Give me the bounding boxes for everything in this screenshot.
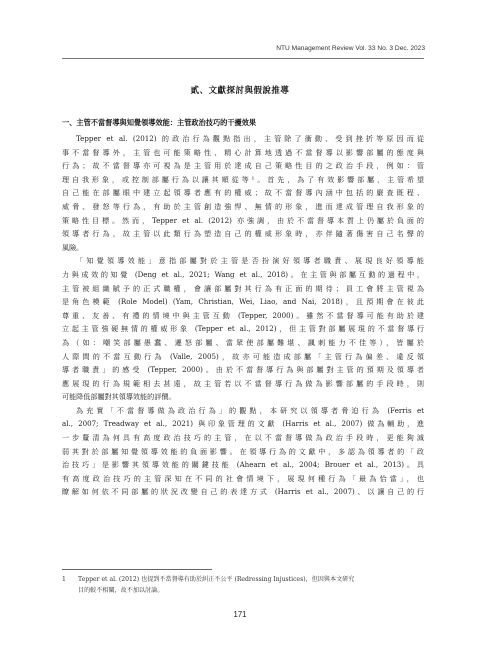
footnote-text: Tepper et al. (2012) 也提到不當督導有助於糾正不公平 (Redressing Injustices)，但因與本文研究 [78,576,355,583]
text-line: al., 2007; Treadway et al., 2021) 與印象管理的文獻 (Harris et al., 2007) 做為輔助，進 [62,419,424,429]
text-line: 一步釐清為何具有高度政治技巧的主管，在以不當督導做為政治手段時，更能夠減 [62,433,424,443]
text-line: 風險。 [62,242,84,252]
paragraph-3 [62,404,424,499]
running-header: NTU Management Review Vol. 33 No. 3 Dec. 2023 [276,45,425,52]
text-line: 弱其對於部屬知覺領導效能的負面影響。在領導行為的文獻中，多認為領導者的「政 [62,446,424,456]
text-line: 是角色模範 (Role Model) (Yam, Christian, Wei, Liao, and Nai, 2018)，且預期會在彼此 [62,297,424,307]
body-text [62,132,424,499]
text-line: 力與成效的知覺 (Deng et al., 2021; Wang et al., 2018)。在主管與部屬互動的過程中， [62,269,424,279]
text-line: 事不當督導外，主管也可能策略性、精心計算地透過不當督導以影響部屬的態度與 [62,147,424,157]
text-line: 為（如：嘲笑部屬愚蠢、遷怒部屬、當眾使部屬難堪、諷刺能力不佳等），皆屬於 [62,337,424,347]
footnote-line [62,575,424,586]
text-line: 有高度政治技巧的主管深知在不同的社會情境下，展現何種行為「最為恰當」，也 [62,473,424,483]
text-line: 行為；故不當督導亦可視為是主管用於達成自己策略性目的之政治手段，例如：管 [62,161,424,171]
text-line: 人際間的不當互動行為 (Valle, 2005)，故亦可能造成部屬「主管行為偏差、違反領 [62,351,424,361]
text-line: 治技巧」是影響其領導效能的關鍵技能 (Ahearn et al., 2004; Brouer et al., 2013)。具 [62,460,424,470]
text-line: Tepper et al. (2012) 的政治行為觀點指出，主管除了衝動、受到挫折等原因而從 [76,134,424,143]
text-line: 瞭解如何依不同部屬的狀況改變自己的表達方式 (Harris et al., 2007)、以讓自己的行 [62,487,424,497]
footnote-line: 目的較不相關，故不加以討論。 [78,586,164,594]
text-line: 立起主管強硬無情的權威形象 (Tepper et al., 2012)，但主管對部屬展現的不當督導行 [62,324,424,334]
text-line: 領導者行為，故主管以此類行為塑造自己的權威形象時，亦伴隨著傷害自己名聲的 [62,229,424,239]
footnote [62,575,424,596]
text-line: 可能降低部屬對其領導效能的評價。 [62,392,176,402]
section-title: 貳、文獻探討與假說推導 [190,85,290,95]
subsection-title: 一、主管不當督導與知覺領導效能：主管政治技巧的干擾效果 [62,118,257,127]
text-line: 導者職責」的感受 (Tepper, 2000)。由於不當督導行為與部屬對主管的預期及領導者 [62,365,424,375]
text-line: 理自我形象，或控制部屬行為以讓其順從等¹。首先，為了有效影響部屬，主管希望 [62,174,424,184]
footnote-rule [62,569,212,570]
text-line: 應展現的行為規範相去甚遠，故主管若以不當督導行為做為影響部屬的手段時，則 [62,378,424,388]
paragraph-1 [62,132,424,254]
text-line: 策略性目標。然而，Tepper et al. (2012) 亦強調，由於不當督導本質上仍屬於負面的 [62,215,424,225]
text-line: 主管被組織賦予的正式職權，會讓部屬對其行為有正面的期待；員工會將主管視為 [62,283,424,293]
text-line: 自己能在部屬眼中建立起領導者應有的權威；故不當督導內涵中包括的嚴查既程、 [62,188,424,198]
footnote-number: 1 [62,576,66,583]
text-line: 「知覺領導效能」意指部屬對於主管是否扮演好領導者職責、展現良好領導能 [76,256,424,266]
paragraph-2 [62,254,424,404]
header-rule [62,58,424,59]
page-number: 171 [233,610,247,619]
text-line: 尊重、友善、有禮的情境中與主管互動 (Tepper, 2000)。雖然不當督導可能有助於建 [62,310,424,320]
text-line: 威脅、發怒等行為，有助於主管創造強悍、無情的形象，進而達成管理自我形象的 [62,201,424,211]
text-line: 為充實「不當督導做為政治行為」的觀點，本研究以領導者脅迫行為 (Ferris et [76,405,424,415]
